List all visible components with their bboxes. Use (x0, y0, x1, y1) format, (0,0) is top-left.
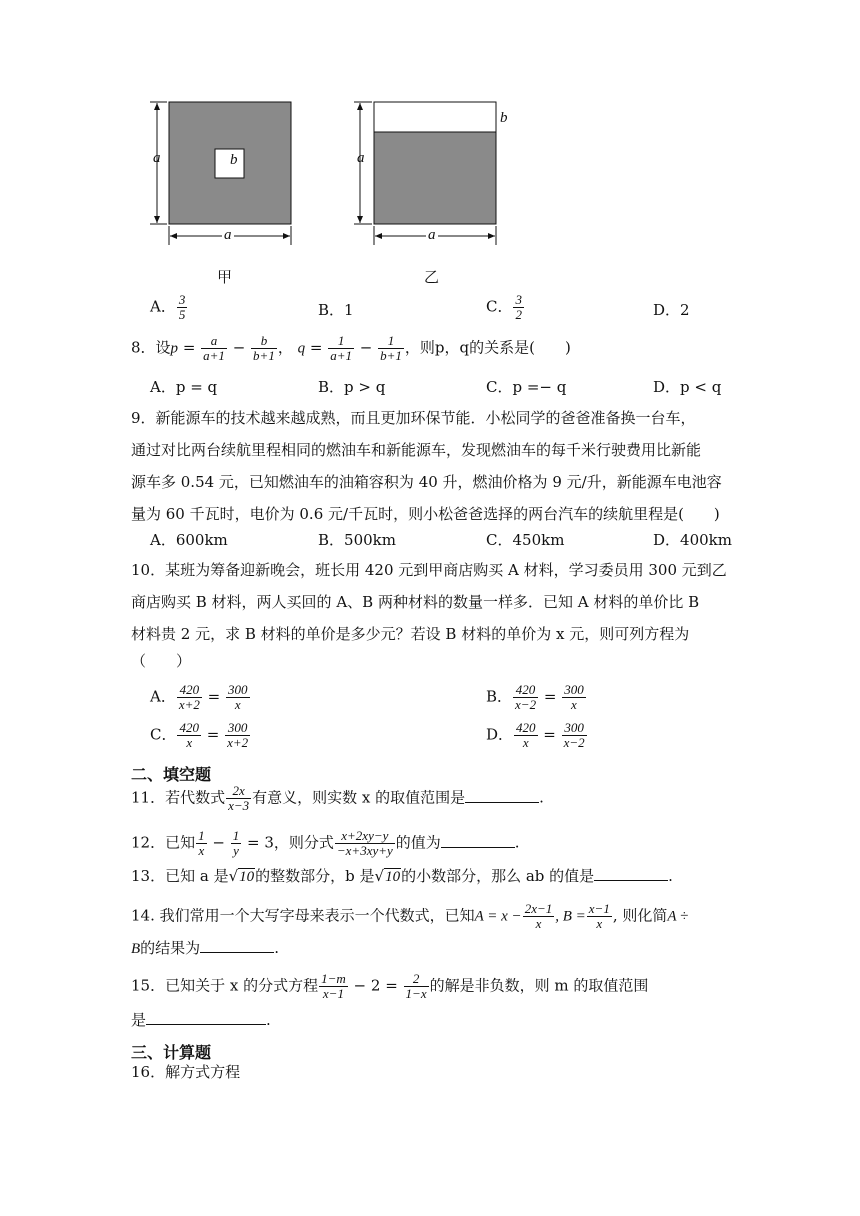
q11-answer-blank[interactable] (465, 788, 539, 803)
q9-line-2: 通过对比两台续航里程相同的燃油车和新能源车，发现燃油车的每千米行驶费用比新能 (131, 441, 702, 459)
q10-line-4: （ ） (131, 652, 192, 670)
q8-option-d: D．p < q (653, 378, 722, 396)
jia-side-label: a (153, 150, 161, 166)
q14-answer-blank[interactable] (200, 938, 274, 953)
q7-option-a: A． $\frac{3}{5}$ (150, 292, 186, 322)
q10-option-a: A． $\frac{420}{x+2}$ = $\frac{300}{x}$ (150, 682, 248, 712)
q9-option-c: C．450km (486, 531, 565, 549)
yi-caption: 乙 (424, 268, 440, 286)
q9-line-1: 9．新能源车的技术越来越成熟，而且更加环保节能．小松同学的爸爸准备换一台车， (131, 409, 696, 427)
jia-bottom-label: a (224, 227, 232, 243)
yi-side-label: a (357, 150, 365, 166)
q7-option-b: B．1 (318, 301, 354, 319)
question-8: 8．设p = $\frac{a}{a+1}$ − $\frac{b}{b+1}$ ， q = $\frac{1}{a+1}$ − $\frac{1}{b+1}$ ，则p，q的关系是( ) (131, 333, 571, 363)
yi-b-label: b (500, 110, 508, 126)
q9-option-a: A．600km (150, 531, 228, 549)
q15-answer-blank[interactable] (146, 1010, 266, 1025)
q12-answer-blank[interactable] (441, 833, 515, 848)
jia-b-label: b (230, 152, 238, 168)
q10-line-2: 商店购买 B 材料，两人买回的 A、B 两种材料的数量一样多．已知 A 材料的单价比 B (131, 593, 700, 611)
section-fill-in-title: 二、填空题 (131, 765, 212, 784)
question-14-line-2: B的结果为 . (131, 939, 279, 957)
q9-line-3: 源车多 0.54 元，已知燃油车的油箱容积为 40 升，燃油价格为 9 元/升，新能源车电池容 (131, 473, 722, 491)
q9-option-d: D．400km (653, 531, 732, 549)
q9-line-4: 量为 60 千瓦时，电价为 0.6 元/千瓦时，则小松爸爸选择的两台汽车的续航里程是( ) (131, 505, 720, 523)
q13-answer-blank[interactable] (594, 866, 668, 881)
q10-line-3: 材料贵 2 元，求 B 材料的单价是多少元？若设 B 材料的单价为 x 元，则可列方程为 (131, 625, 690, 643)
q8-option-c: C．p =− q (486, 378, 567, 396)
q10-option-c: C． $\frac{420}{x}$ = $\frac{300}{x+2}$ (150, 720, 249, 750)
jia-caption: 甲 (217, 268, 233, 286)
q9-option-b: B．500km (318, 531, 396, 549)
section-calc-title: 三、计算题 (131, 1043, 212, 1062)
q10-option-b: B． $\frac{420}{x-2}$ = $\frac{300}{x}$ (486, 682, 584, 712)
q8-option-a: A．p = q (150, 378, 218, 396)
q10-line-1: 10．某班为筹备迎新晚会，班长用 420 元到甲商店购买 A 材料，学习委员用 300 元到乙 (131, 561, 727, 579)
q8-option-b: B．p > q (318, 378, 386, 396)
q10-option-d: D． $\frac{420}{x}$ = $\frac{300}{x-2}$ (486, 720, 585, 750)
question-15-line-2: 是 . (131, 1011, 271, 1029)
question-13: 13．已知 a 是√10的整数部分，b 是√10的小数部分，那么 ab 的值是 . (131, 867, 673, 885)
yi-bottom-label: a (428, 227, 436, 243)
q7-option-d: D．2 (653, 301, 690, 319)
question-12: 12．已知 $\frac{1}{x}$ − $\frac{1}{y}$ = 3，则分式 $\frac{x+2xy-y}{-x+3xy+y}$ 的值为 . (131, 828, 520, 858)
question-11: 11．若代数式 $\frac{2x}{x-3}$ 有意义，则实数 x 的取值范围是 . (131, 783, 544, 813)
question-14: 14. 我们常用一个大写字母来表示一个代数式，已知A = x − $\frac{2x-1}{x}$ , B = $\frac{x-1}{x}$ , 则化简A ÷ (131, 901, 689, 931)
question-15: 15．已知关于 x 的分式方程 $\frac{1-m}{x-1}$ − 2 = $\frac{2}{1-x}$ 的解是非负数，则 m 的取值范围 (131, 971, 649, 1001)
question-16: 16．解方式方程 (131, 1063, 241, 1081)
q7-option-c: C． $\frac{3}{2}$ (486, 292, 522, 322)
